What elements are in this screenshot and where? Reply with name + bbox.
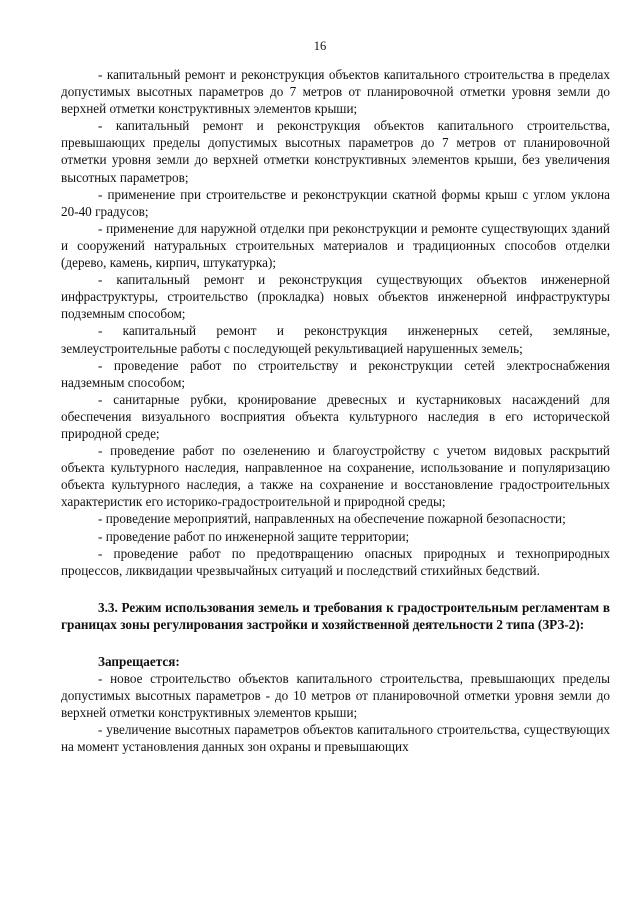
- list-item: - капитальный ремонт и реконструкция инженерных сетей, земляные, землеустроительные работы с последующей рекультивацией нарушенных земель;: [61, 323, 610, 356]
- list-item: - проведение мероприятий, направленных на обеспечение пожарной безопасности;: [98, 511, 566, 527]
- list-item: - капитальный ремонт и реконструкция объектов капитального строительства в пределах допустимых высотных параметров до 7 метров от планировочной отметки уровня земли до верхней отметки конструктивных элементов крыши;: [61, 67, 610, 117]
- list-item: - применение при строительстве и реконструкции скатной формы крыш с углом уклона 20-40 градусов;: [61, 186, 610, 219]
- list-item: - санитарные рубки, кронирование древесных и кустарниковых насаждений для обеспечения визуального восприятия объекта культурного наследия в его исторической природной среде;: [61, 391, 610, 441]
- list-item: - капитальный ремонт и реконструкция объектов капитального строительства, превышающих пределы допустимых высотных параметров до 7 метров от планировочной отметки уровня земли до верхней отметки конструктивных элементов крыши, без увеличения высотных параметров;: [61, 118, 610, 185]
- document-body: [61, 66, 610, 756]
- list-item: - увеличение высотных параметров объектов капитального строительства, существующих на момент установления данных зон охраны и превышающих: [61, 722, 610, 755]
- list-item: - проведение работ по строительству и реконструкции сетей электроснабжения надземным способом;: [61, 357, 610, 390]
- list-item: - капитальный ремонт и реконструкция существующих объектов инженерной инфраструктуры, строительство (прокладка) новых объектов инженерной инфраструктуры подземным способом;: [61, 272, 610, 322]
- list-item: - новое строительство объектов капитального строительства, превышающих пределы допустимых высотных параметров - до 10 метров от планировочной отметки уровня земли до верхней отметки конструктивных элементов крыши;: [61, 671, 610, 721]
- section-heading: 3.3. Режим использования земель и требования к градостроительным регламентам в границах зоны регулирования застройки и хозяйственной деятельности 2 типа (ЗРЗ-2):: [61, 599, 610, 633]
- list-item: - проведение работ по инженерной защите территории;: [98, 528, 410, 544]
- list-item: - применение для наружной отделки при реконструкции и ремонте существующих зданий и сооружений натуральных строительных материалов и традиционных способов отделки (дерево, камень, кирпич, штукатурка);: [61, 220, 610, 271]
- page-number: 16: [313, 39, 327, 53]
- prohibited-subheading: Запрещается:: [98, 654, 180, 669]
- list-item: - проведение работ по предотвращению опасных природных и технoприродных процессов, ликвидации чрезвычайных ситуаций и последствий стихийных бедствий.: [61, 545, 610, 578]
- list-item: - проведение работ по озеленению и благоустройству с учетом видовых раскрытий объекта культурного наследия, направленное на сохранение, использование и популяризацию объекта культурного наследия, а также на сохранение и восстановление градостроительных характеристик его историко-градостроительной и природной среды;: [61, 443, 610, 510]
